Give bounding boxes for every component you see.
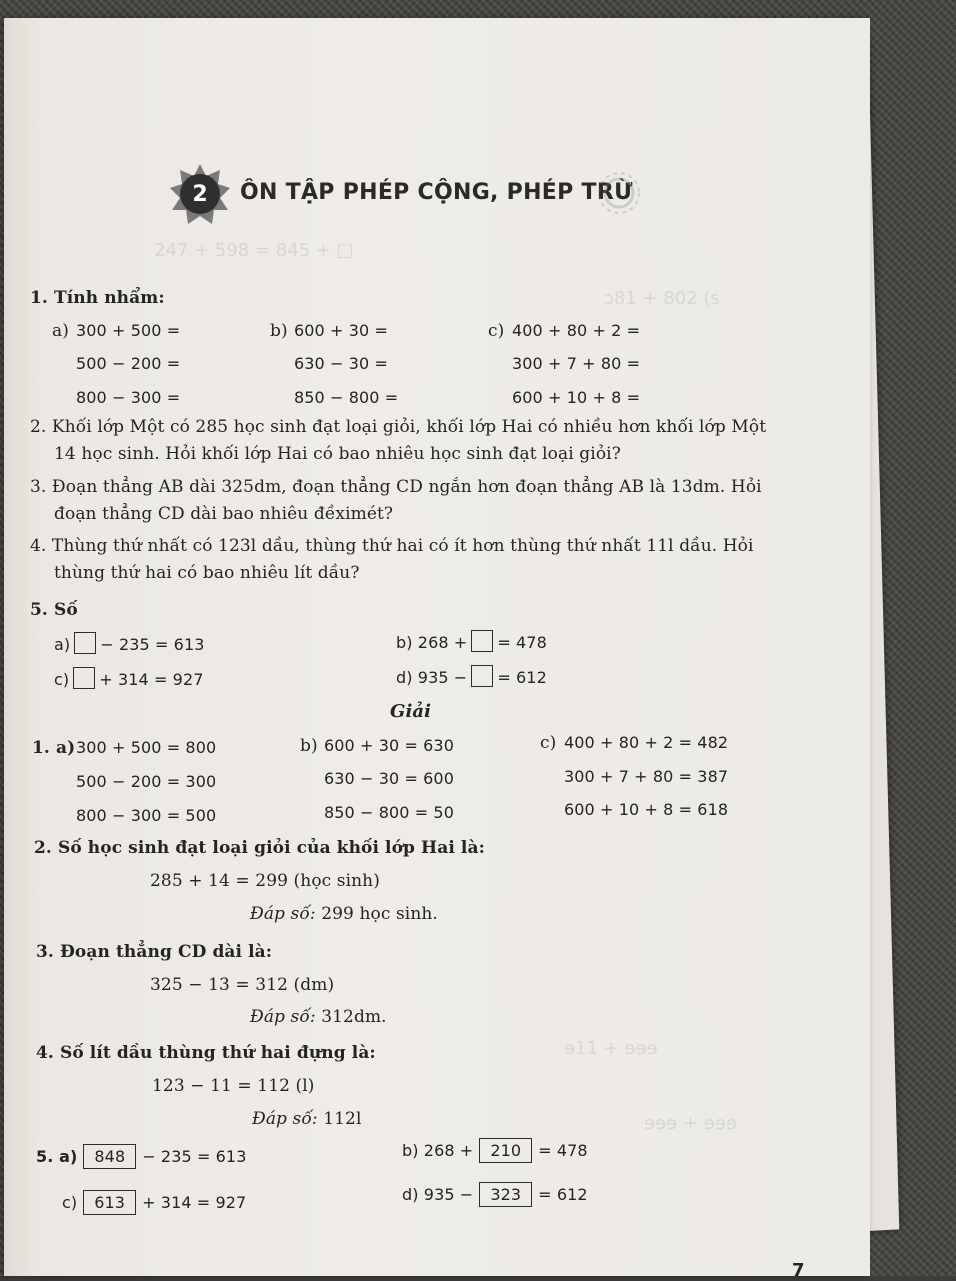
q5-c-rest: + 314 = 927 bbox=[99, 670, 204, 689]
lesson-title: ÔN TẬP PHÉP CỘNG, PHÉP TRỪ bbox=[240, 180, 633, 205]
q5-c bbox=[54, 667, 204, 689]
s1-b-3: 850 − 800 = 50 bbox=[324, 803, 454, 822]
s3-answer-value: 312dm. bbox=[321, 1007, 387, 1027]
page-number: 7 bbox=[792, 1260, 805, 1281]
s5-a bbox=[36, 1144, 246, 1169]
bleed-through-text: 247 + 598 = 845 + □ bbox=[154, 240, 354, 261]
s5-d-answer-box: 323 bbox=[479, 1182, 532, 1207]
s1-a-label: 1. a) bbox=[32, 738, 76, 758]
s5-c bbox=[62, 1190, 246, 1215]
q5-a-blank-box bbox=[74, 632, 96, 654]
q1-title: 1. Tính nhẩm: bbox=[30, 288, 165, 308]
s1-c-2: 300 + 7 + 80 = 387 bbox=[564, 767, 729, 786]
q5-b-rest: = 478 bbox=[497, 633, 547, 652]
s5-d-label: d) 935 − bbox=[402, 1185, 474, 1204]
q5-b-blank-box bbox=[471, 630, 493, 652]
q1-a-label: a) bbox=[52, 321, 69, 341]
q5-title: 5. Số bbox=[30, 600, 78, 620]
bleed-through-text: ɘ11 + ɘɘɘ bbox=[564, 1038, 658, 1059]
s1-a-3: 800 − 300 = 500 bbox=[76, 806, 217, 825]
s4-answer-label: Đáp số: bbox=[252, 1109, 318, 1129]
sun-decoration-icon bbox=[596, 170, 642, 216]
s3-title: 3. Đoạn thẳng CD dài là: bbox=[36, 942, 273, 962]
s4-title: 4. Số lít dầu thùng thứ hai đựng là: bbox=[36, 1043, 376, 1063]
q4-line2: thùng thứ hai có bao nhiêu lít dầu? bbox=[54, 563, 360, 583]
q5-d bbox=[396, 665, 547, 687]
page-content bbox=[4, 18, 870, 1281]
q5-d-label: d) 935 − bbox=[396, 668, 468, 687]
q1-b-3: 850 − 800 = bbox=[294, 388, 399, 407]
s5-a-answer-box: 848 bbox=[83, 1144, 136, 1169]
s5-c-answer-box: 613 bbox=[83, 1190, 136, 1215]
solution-heading: Giải bbox=[390, 701, 432, 722]
s5-d bbox=[402, 1182, 588, 1207]
q4-line1: 4. Thùng thứ nhất có 123l dầu, thùng thứ hai có ít hơn thùng thứ nhất 11l dầu. Hỏi bbox=[30, 536, 754, 556]
s5-c-rest: + 314 = 927 bbox=[142, 1193, 247, 1212]
s1-a-1: 300 + 500 = 800 bbox=[76, 738, 217, 757]
s2-answer bbox=[250, 904, 438, 924]
s3-answer-label: Đáp số: bbox=[250, 1007, 316, 1027]
s1-b-1: 600 + 30 = 630 bbox=[324, 736, 454, 755]
s4-calc: 123 − 11 = 112 (l) bbox=[152, 1076, 315, 1096]
s5-b-label: b) 268 + bbox=[402, 1141, 474, 1160]
s5-b-answer-box: 210 bbox=[479, 1138, 532, 1163]
q1-b-2: 630 − 30 = bbox=[294, 354, 388, 373]
q5-c-blank-box bbox=[73, 667, 95, 689]
q5-b bbox=[396, 630, 547, 652]
s2-answer-value: 299 học sinh. bbox=[321, 904, 438, 924]
q2-line1: 2. Khối lớp Một có 285 học sinh đạt loại giỏi, khối lớp Hai có nhiều hơn khối lớp Một bbox=[30, 417, 767, 437]
q5-a-rest: − 235 = 613 bbox=[100, 635, 205, 654]
s1-b-label: b) bbox=[300, 736, 318, 756]
q2-line2: 14 học sinh. Hỏi khối lớp Hai có bao nhiêu học sinh đạt loại giỏi? bbox=[54, 444, 621, 464]
q1-a-1: 300 + 500 = bbox=[76, 321, 181, 340]
q3-line2: đoạn thẳng CD dài bao nhiêu đềximét? bbox=[54, 504, 394, 524]
lesson-number-badge: 2 bbox=[180, 174, 220, 214]
q1-c-1: 400 + 80 + 2 = bbox=[512, 321, 641, 340]
q1-c-label: c) bbox=[488, 321, 505, 341]
q1-c-2: 300 + 7 + 80 = bbox=[512, 354, 641, 373]
s3-calc: 325 − 13 = 312 (dm) bbox=[150, 975, 335, 995]
q1-a-2: 500 − 200 = bbox=[76, 354, 181, 373]
q1-a-3: 800 − 300 = bbox=[76, 388, 181, 407]
q5-a bbox=[54, 632, 205, 654]
q1-b-label: b) bbox=[270, 321, 288, 341]
bleed-through-text: ɔ81 + 802 (s bbox=[604, 288, 720, 309]
s2-answer-label: Đáp số: bbox=[250, 904, 316, 924]
s3-answer bbox=[250, 1007, 387, 1027]
lesson-header bbox=[174, 168, 634, 222]
s5-b-rest: = 478 bbox=[538, 1141, 588, 1160]
bleed-through-text: ɘɘɘ + ɘɘɘ bbox=[644, 1113, 737, 1134]
q1-b-1: 600 + 30 = bbox=[294, 321, 388, 340]
s1-c-1: 400 + 80 + 2 = 482 bbox=[564, 733, 729, 752]
s4-answer-value: 112l bbox=[323, 1109, 362, 1129]
q5-d-blank-box bbox=[471, 665, 493, 687]
s1-c-label: c) bbox=[540, 733, 557, 753]
s5-c-label: c) bbox=[62, 1193, 78, 1212]
s4-answer bbox=[252, 1109, 362, 1129]
q3-line1: 3. Đoạn thẳng AB dài 325dm, đoạn thẳng CD ngắn hơn đoạn thẳng AB là 13dm. Hỏi bbox=[30, 477, 762, 497]
s5-a-rest: − 235 = 613 bbox=[142, 1147, 247, 1166]
q1-c-3: 600 + 10 + 8 = bbox=[512, 388, 641, 407]
s2-calc: 285 + 14 = 299 (học sinh) bbox=[150, 871, 380, 891]
s2-title: 2. Số học sinh đạt loại giỏi của khối lớp Hai là: bbox=[34, 838, 485, 858]
s1-a-2: 500 − 200 = 300 bbox=[76, 772, 217, 791]
q5-d-rest: = 612 bbox=[497, 668, 547, 687]
q5-a-label: a) bbox=[54, 635, 71, 654]
s5-a-label: 5. a) bbox=[36, 1147, 78, 1166]
s5-b bbox=[402, 1138, 588, 1163]
book-page bbox=[4, 18, 870, 1281]
s1-c-3: 600 + 10 + 8 = 618 bbox=[564, 800, 729, 819]
s5-d-rest: = 612 bbox=[538, 1185, 588, 1204]
s1-b-2: 630 − 30 = 600 bbox=[324, 769, 454, 788]
q5-c-label: c) bbox=[54, 670, 70, 689]
q5-b-label: b) 268 + bbox=[396, 633, 468, 652]
